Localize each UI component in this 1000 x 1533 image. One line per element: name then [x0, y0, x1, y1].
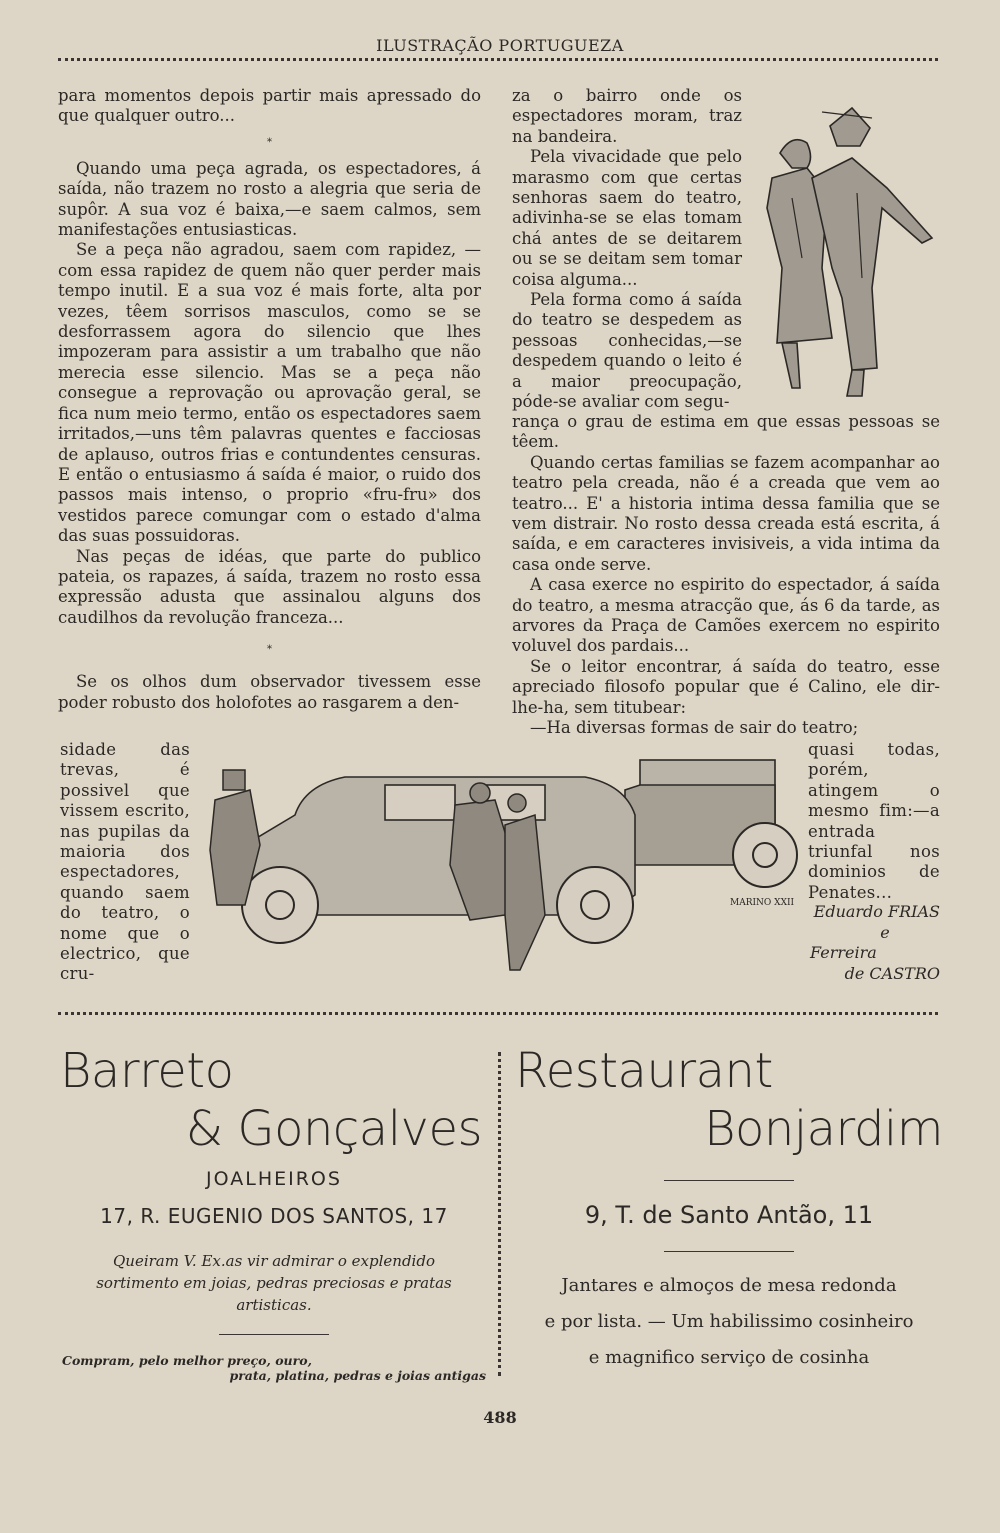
illustration-women: [752, 98, 947, 398]
ad-jeweler: [60, 1042, 488, 1383]
ad-jeweler-buy-1: Compram, pelo melhor preço, ouro,: [62, 1353, 312, 1368]
illustration-car: [205, 755, 805, 985]
right-paragraph-4: Quando certas familias se fazem acompanhar ao teatro pela creada, não é a creada que vem ao teatro... E' a historia intima dessa familia que se vem distrair. No rosto dessa creada está escrita, á saída, e em caracteres invisiveis, a vida intima da casa onde serve.: [512, 452, 940, 574]
section-star: *: [267, 136, 272, 148]
ad-jeweler-address: 17, R. EUGENIO DOS SANTOS, 17: [100, 1204, 448, 1228]
ad-restaurant-rule-2: [664, 1251, 794, 1252]
right-paragraph-3b: rança o grau de estima em que essas pessoas se têem.: [512, 412, 940, 452]
ad-restaurant-desc-1: Jantares e almoços de mesa redonda: [561, 1275, 897, 1296]
right-narrow-column: [808, 740, 940, 903]
right-paragraph-5: A casa exerce no espirito do espectador, á saída do teatro, a mesma atracção que, ás 6 da tarde, as arvores da Praça de Camões exercem no espirito voluvel dos pardais...: [512, 575, 940, 656]
left-paragraph-3: Se a peça não agradou, saem com rapidez, — com essa rapidez de quem não quer perder mais tempo inutil. E a sua voz é mais forte, alta por vezes, têem sorrisos masculos, como se se desforrassem agora do silencio que lhes impozeram para assistir a um trabalho que não merecia esse silencio. Mas se a peça não consegue a reprovação ou aprovação geral, se fica num meio termo, então os espectadores saem irritados,—uns têm palavras quentes e facciosas de aplauso, outros frias e contundentes censuras. E então o entusiasmo á saída é maior, o ruido dos passos mais intenso, o proprio «fru-fru» dos vestidos parece comungar com o estado d'alma das suas possuidoras.: [58, 240, 481, 546]
right-paragraph-7: —Ha diversas formas de sair do teatro;: [530, 718, 859, 738]
right-column-narrow: [512, 86, 742, 413]
ad-jeweler-invite: Queiram V. Ex.as vir admirar o explendido sortimento em joias, pedras preciosas e pratas artisticas.: [96, 1252, 452, 1314]
ad-jeweler-name-2: & Gonçalves: [185, 1101, 482, 1157]
right-column: [512, 412, 940, 739]
left-paragraph-5-cont: sidade das trevas, é possivel que vissem escrito, nas pupilas da maioria dos espectadores, quando saem do teatro, o nome que o electrico, que cru-: [60, 740, 190, 984]
ad-restaurant-rule: [664, 1180, 794, 1181]
right-paragraph-6: Se o leitor encontrar, á saída do teatro, esse apreciado filosofo popular que é Calino, ele dir-lhe-ha, sem titubear:: [512, 656, 940, 717]
right-paragraph-3a: Pela forma como á saída do teatro se despedem as pessoas conhecidas,—se despedem quando o leito é a maior preocupação, póde-se avaliar com segu-: [512, 290, 742, 412]
ad-jeweler-rule: [219, 1334, 329, 1335]
signature-and: e: [880, 922, 890, 942]
signature-author-2b: de CASTRO: [844, 963, 940, 983]
ad-restaurant-address: 9, T. de Santo Antão, 11: [584, 1201, 874, 1229]
right-paragraph-7-cont: quasi todas, porém, atingem o mesmo fim:—a entrada triunfal nos dominios de Penates...: [808, 740, 940, 902]
signature-author-2a: Ferreira: [810, 943, 877, 962]
left-paragraph-4: Nas peças de idéas, que parte do publico pateia, os rapazes, á saída, trazem no rosto essa expressão adusta que assinalou alguns dos caudilhos da revolução franceza...: [58, 546, 481, 627]
header-rule: [58, 58, 938, 61]
page-number: 488: [483, 1408, 517, 1427]
ad-restaurant-name-2: Bonjardim: [704, 1101, 943, 1157]
signature-author-1: Eduardo FRIAS: [813, 902, 940, 921]
left-paragraph-1: para momentos depois partir mais apressado do que qualquer outro...: [58, 86, 481, 126]
ad-jeweler-name-1: Barreto: [60, 1043, 234, 1099]
ad-divider: [498, 1052, 501, 1376]
section-rule: [58, 1012, 938, 1015]
left-narrow-column: [60, 740, 190, 985]
illustrator-mark: MARINO XXII: [730, 898, 795, 908]
section-star: *: [267, 644, 272, 656]
right-paragraph-1: za o bairro onde os espectadores moram, traz na bandeira.: [512, 86, 742, 146]
ad-restaurant-desc-3: e magnifico serviço de cosinha: [588, 1347, 870, 1368]
ad-restaurant-name-1: Restaurant: [515, 1043, 773, 1099]
left-column: [58, 86, 481, 713]
ad-jeweler-buy-2: prata, platina, pedras e joias antigas: [229, 1368, 486, 1383]
right-paragraph-2: Pela vivacidade que pelo marasmo com que certas senhoras saem do teatro, adivinha-se se elas tomam chá antes de se deitarem ou se se deitam sem tomar coisa alguma...: [512, 147, 742, 289]
left-paragraph-5: Se os olhos dum observador tivessem esse poder robusto dos holofotes ao rasgarem a den-: [58, 672, 481, 712]
ad-restaurant-desc-2: e por lista. — Um habilissimo cosinheiro: [544, 1311, 914, 1332]
ad-restaurant: [515, 1042, 943, 1376]
left-paragraph-2: Quando uma peça agrada, os espectadores, á saída, não trazem no rosto a alegria que seria de supôr. A sua voz é baixa,—e saem calmos, sem manifestações entusiasticas.: [58, 158, 481, 240]
page-header-title: ILUSTRAÇÃO PORTUGUEZA: [376, 36, 624, 55]
ad-jeweler-trade: JOALHEIROS: [206, 1168, 342, 1190]
